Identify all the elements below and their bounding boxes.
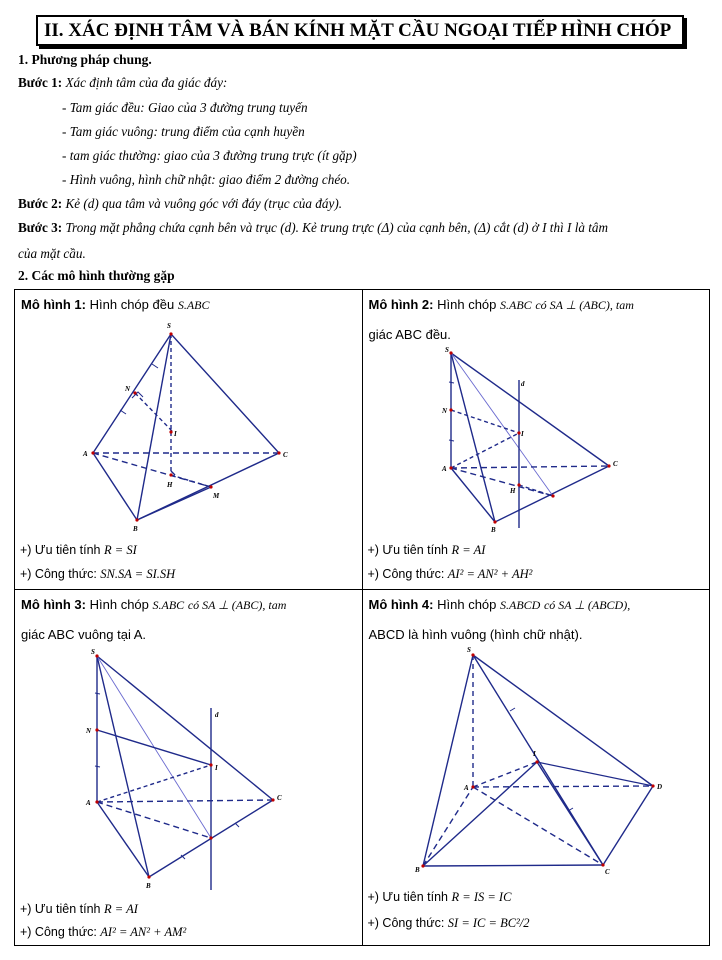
point-label: d [215,711,219,719]
step-1-text: Xác định tâm của đa giác đáy: [65,75,228,90]
model-2-desc2: có SA ⊥ (ABC), tam [535,298,634,312]
model-1-priority: +) Ưu tiên tính R = SI [20,543,137,557]
model-1-desc: Hình chóp đều [89,297,175,312]
model-3-desc2: có SA ⊥ (ABC), tam [187,598,287,612]
section-heading-1: 1. Phương pháp chung. [18,52,152,67]
step-1-item: - tam giác thường: giao của 3 đường trung trực (ít gặp) [62,148,357,163]
model-3-priority: +) Ưu tiên tính R = AI [20,902,138,916]
model-4-desc: Hình chóp [437,597,497,612]
step-1-item: - Tam giác vuông: trung điểm của cạnh huyền [62,124,305,139]
step-1 [18,75,227,91]
point-label: A [83,450,88,458]
point-label: D [656,783,662,791]
point-label: A [86,799,91,807]
model-3-line2: giác ABC vuông tại A. [21,627,147,642]
point-label: S [91,648,95,656]
step-1-label: Bước 1: [18,75,63,90]
point-label: C [612,460,618,468]
model-4-line2: ABCD là hình vuông (hình chữ nhật). [368,627,583,642]
model-3-label: Mô hình 3: [21,597,86,612]
step-2-text: Kẻ (d) qua tâm và vuông góc với đáy (trục của đáy). [65,196,343,211]
point-label: I [520,430,524,438]
model-3-figure [15,590,361,946]
model-3-math: S.ABC [152,598,185,612]
point-label: H [509,487,515,495]
point-label: B [133,525,138,533]
model-1-formula: +) Công thức: SN.SA = SI.SH [20,567,176,581]
section-heading-2: 2. Các mô hình thường gặp [18,268,175,283]
point-label: S [466,646,471,654]
point-label: B [414,866,420,874]
model-1-math: S.ABC [177,298,210,312]
step-2 [18,196,342,212]
point-label: S [444,346,449,354]
model-4-desc2: có SA ⊥ (ABCD), [543,598,631,612]
point-label: I [215,764,218,772]
model-2-desc: Hình chóp [437,297,497,312]
point-label: B [146,882,151,890]
models-table [14,289,710,946]
point-label: C [277,794,282,802]
model-2-priority: +) Ưu tiên tính R = AI [367,543,486,557]
step-1-item: - Tam giác đều: Giao của 3 đường trung tuyến [62,100,308,115]
step-1-item: - Hình vuông, hình chữ nhật: giao điểm 2 đường chéo. [62,172,351,187]
model-1-cell [15,290,363,590]
point-label: C [283,451,288,459]
step-3-continued: của mặt cầu. [18,246,86,261]
point-label: C [604,868,610,876]
model-4-cell [362,590,710,946]
point-label: d [520,380,524,388]
point-label: S [167,322,171,330]
model-1-label: Mô hình 1: [21,297,86,312]
model-4-label: Mô hình 4: [368,597,434,612]
step-3-text: Trong mặt phẳng chứa cạnh bên và trục (d). Kẻ trung trực (Δ) của cạnh bên, (Δ) cắt (d) ở I thì I là tâm [65,220,609,235]
model-2-formula: +) Công thức: AI² = AN² + AH² [367,567,533,581]
point-label: B [490,526,496,534]
model-2-line2: giác ABC đều. [368,327,451,342]
page-title: II. XÁC ĐỊNH TÂM VÀ BÁN KÍNH MẶT CẦU NGOẠI TIẾP HÌNH CHÓP [36,15,684,46]
point-label: A [441,465,447,473]
point-label: N [441,407,447,415]
point-label: N [125,385,131,393]
model-4-priority: +) Ưu tiên tính R = IS = IC [367,890,512,904]
model-4-formula: +) Công thức: SI = IC = BC²/2 [367,916,530,930]
model-2-math: S.ABC [500,298,532,312]
point-label: I [532,750,536,758]
point-label: A [463,784,469,792]
point-label: I [174,430,177,438]
step-2-label: Bước 2: [18,196,63,211]
model-3-formula: +) Công thức: AI² = AN² + AM² [20,925,187,939]
point-label: N [86,727,92,735]
step-3-label: Bước 3: [18,220,63,235]
point-label: H [167,481,173,489]
model-3-desc: Hình chóp [89,597,149,612]
model-4-math: S.ABCD [500,598,541,612]
model-2-label: Mô hình 2: [368,297,434,312]
model-3-cell [15,590,363,946]
step-3 [18,220,608,236]
model-2-cell [362,290,710,590]
point-label: M [213,492,220,500]
